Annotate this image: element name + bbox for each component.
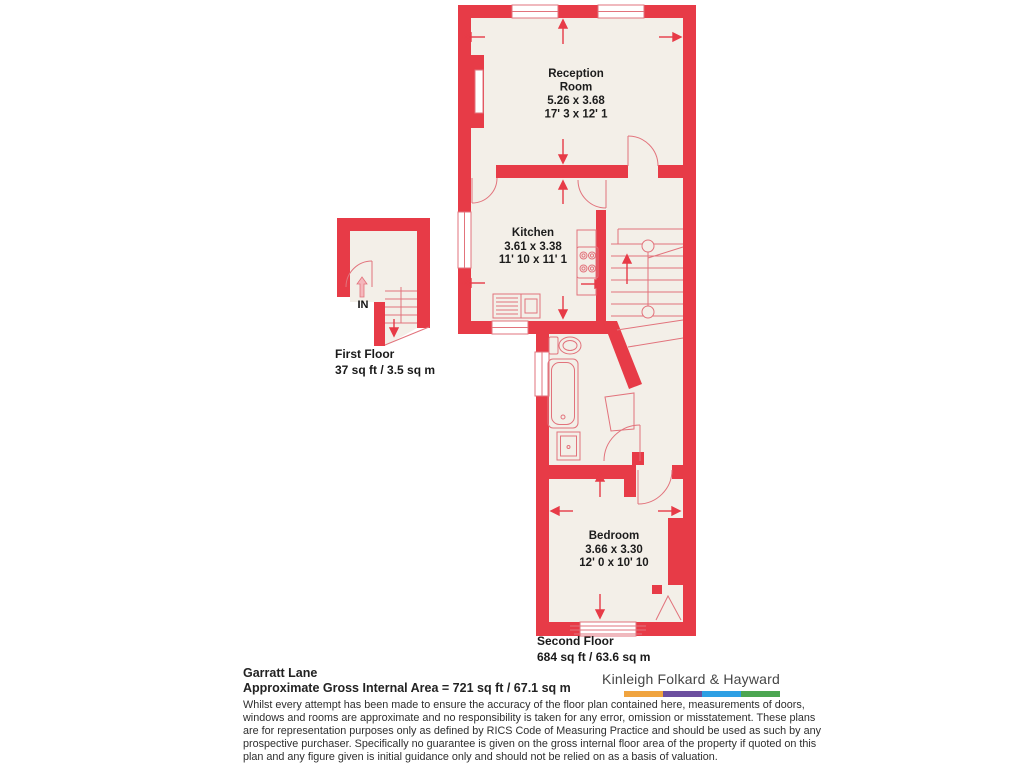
first-floor-plan (337, 218, 430, 346)
disclaimer-line: Whilst every attempt has been made to ensure the accuracy of the floor plan contained here, measurements of doors, (243, 699, 805, 711)
brand-block (560, 671, 780, 697)
second-floor-area: 684 sq ft / 63.6 sq m (537, 649, 651, 664)
brand-bar-segment (741, 691, 780, 697)
brand-bar-segment (624, 691, 663, 697)
property-address: Garratt Lane (243, 666, 318, 680)
window (475, 70, 483, 113)
second-floor-plan (458, 5, 696, 636)
reception-label-line: 5.26 x 3.68 (547, 95, 605, 107)
disclaimer-line: windows and rooms are approximate and no responsibility is taken for any error, omission or misstatement. These plans (243, 711, 816, 724)
stairwell-opening (612, 321, 683, 334)
brand-bar-segment (663, 691, 702, 697)
basin-icon (557, 432, 580, 460)
kitchen-label-line: 3.61 x 3.38 (504, 241, 562, 253)
kitchen-label-line: 11' 10 x 11' 1 (498, 254, 568, 266)
second-floor-name: Second Floor (537, 634, 614, 648)
reception-label-line: 17' 3 x 12' 1 (544, 108, 608, 121)
bedroom-label-line: Bedroom (588, 530, 640, 542)
brand-bar (624, 691, 780, 697)
disclaimer-line: plan and any figure given is initial guidance only and should not be relied on as a basis of valuation. (243, 750, 718, 763)
reception-label-line: Reception (548, 68, 604, 80)
window (598, 5, 644, 18)
entrance-in-label: IN (357, 299, 369, 311)
brand-logo: Kinleigh Folkard & Hayward (602, 671, 780, 687)
first-floor-name: First Floor (335, 347, 395, 361)
window (512, 5, 558, 18)
window (458, 212, 471, 268)
window (492, 321, 528, 334)
first-floor-caption (335, 347, 435, 378)
disclaimer-line: are for representation purposes only as defined by RICS Code of Measuring Practice and should be used as such by any (243, 724, 821, 737)
first-floor-area: 37 sq ft / 3.5 sq m (335, 362, 436, 377)
window (535, 352, 549, 396)
second-floor-caption (537, 634, 650, 665)
kitchen-label-line: Kitchen (511, 227, 555, 239)
disclaimer-line: prospective purchaser. Specifically no guarantee is given on the gross internal floor area of the property if quoted on this (243, 737, 817, 750)
reception-label-line: Room (559, 81, 593, 94)
gross-internal-area: Approximate Gross Internal Area = 721 sq ft / 67.1 sq m (243, 681, 571, 695)
bedroom-label-line: 12' 0 x 10' 10 (579, 557, 649, 569)
brand-bar-segment (702, 691, 741, 697)
bedroom-label-line: 3.66 x 3.30 (585, 544, 643, 556)
